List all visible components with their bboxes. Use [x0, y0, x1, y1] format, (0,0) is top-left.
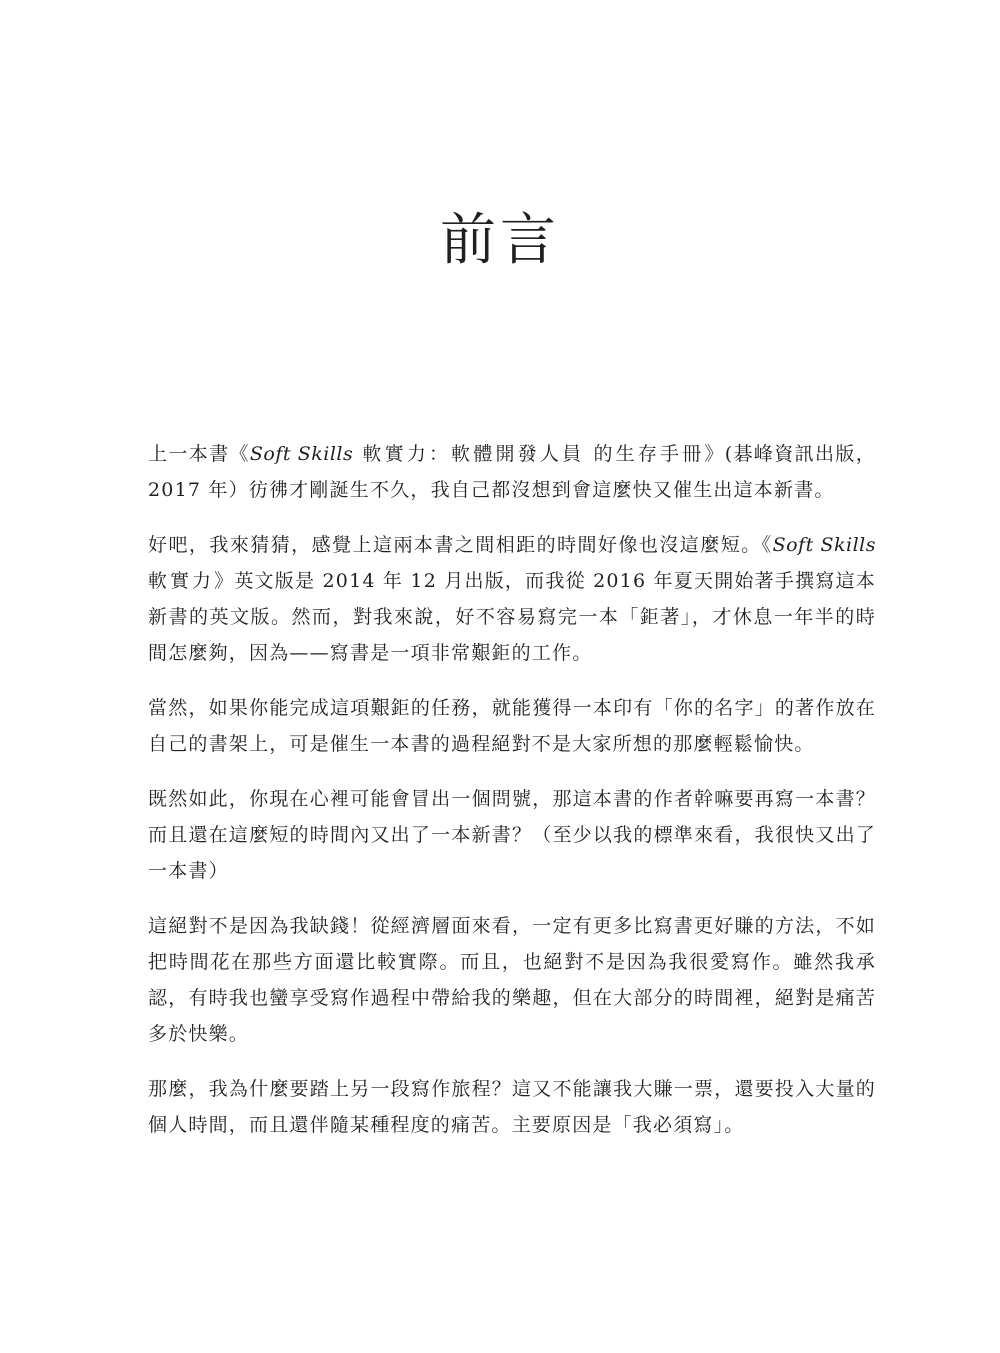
book-title-italic: Soft Skills [772, 534, 877, 556]
paragraph-text: 好吧，我來猜猜，感覺上這兩本書之間相距的時間好像也沒這麼短。《 [148, 534, 773, 556]
paragraph-2 [148, 527, 876, 671]
paragraph-text: 》英文版是 2014 年 12 月出版，而我從 2016 年夏天開始著手撰寫這本新書的英文版。然而，對我來說，好不容易寫完一本「鉅著」，才休息一年半的時間怎麼夠，因為——寫書是一項非常艱鉅的工作。 [148, 570, 876, 664]
book-subtitle: 軟實力 [148, 570, 215, 592]
paragraph-5: 這絕對不是因為我缺錢！從經濟層面來看，一定有更多比寫書更好賺的方法，不如把時間花在那些方面還比較實際。而且，也絕對不是因為我很愛寫作。雖然我承認，有時我也蠻享受寫作過程中帶給我的樂趣，但在大部分的時間裡，絕對是痛苦多於快樂。 [148, 915, 876, 1045]
paragraph-text: 上一本書《 [148, 443, 250, 465]
page-title: 前言 [440, 207, 560, 273]
paragraph-6: 那麼，我為什麼要踏上另一段寫作旅程？這又不能讓我大賺一票，還要投入大量的個人時間，而且還伴隨某種程度的痛苦。主要原因是「我必須寫」。 [148, 1078, 876, 1136]
paragraph-4: 既然如此，你現在心裡可能會冒出一個問號，那這本書的作者幹嘛要再寫一本書？而且還在這麼短的時間內又出了一本新書？（至少以我的標準來看，我很快又出了一本書） [148, 788, 876, 882]
paragraph-text: 》(碁峰資訊出版，2017 年）彷彿才剛誕生不久，我自己都沒想到會這麼快又催生出這本新書。 [148, 443, 876, 501]
book-subtitle: 軟實力：軟體開發人員 的生存手冊 [353, 443, 705, 465]
body-text [148, 436, 876, 1162]
book-title-italic: Soft Skills [249, 443, 354, 465]
paragraph-1 [148, 436, 876, 508]
paragraph-3: 當然，如果你能完成這項艱鉅的任務，就能獲得一本印有「你的名字」的著作放在自己的書架上，可是催生一本書的過程絕對不是大家所想的那麼輕鬆愉快。 [148, 697, 876, 755]
